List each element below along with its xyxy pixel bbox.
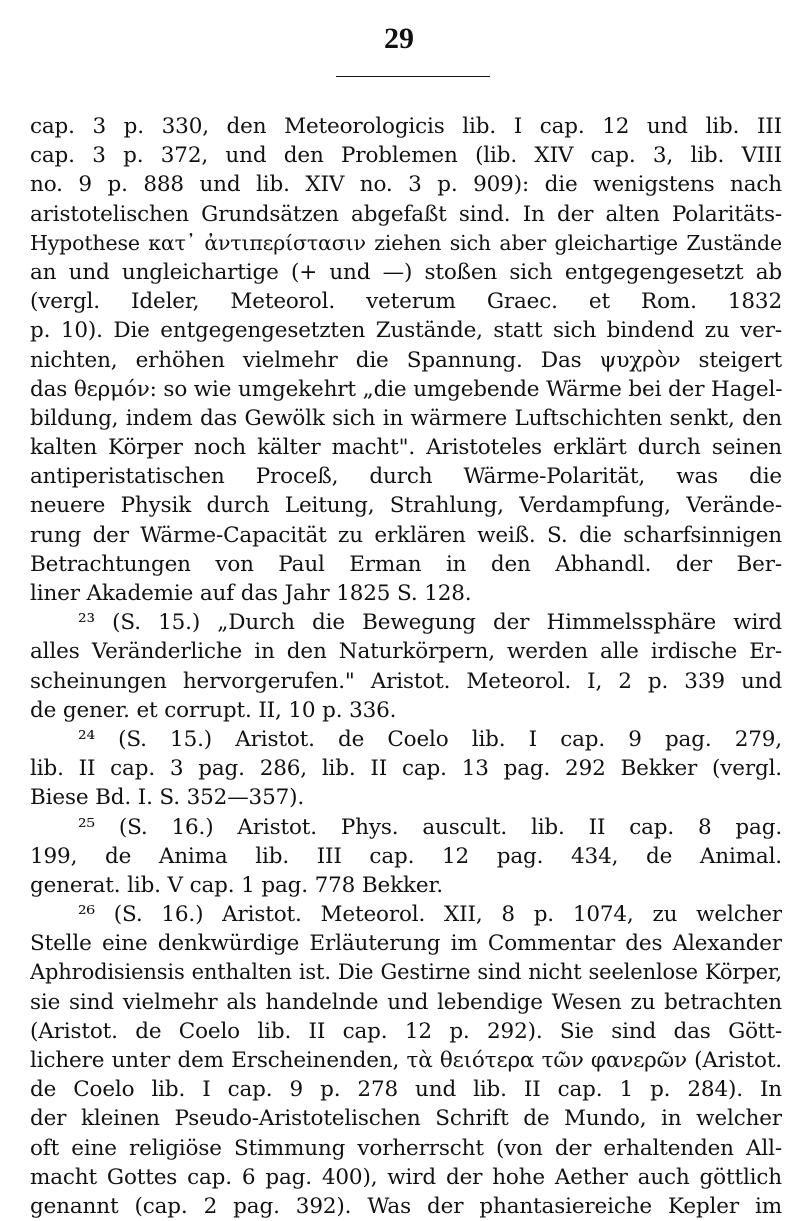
- text-line: cap. 3 p. 330, den Meteorologicis lib. I cap. 12 und lib. III: [30, 114, 782, 139]
- text-line: ²⁴ (S. 15.) Aristot. de Coelo lib. I cap. 9 pag. 279,: [78, 726, 782, 752]
- text-line: sie sind vielmehr als handelnde und lebendige Wesen zu betrachten: [30, 989, 782, 1015]
- text-line: Betrachtungen von Paul Erman in den Abhandl. der Ber-: [30, 551, 782, 577]
- text-line: aristotelischen Grundsätzen abgefaßt sind. In der alten Polaritäts-: [30, 201, 782, 227]
- page-number: 29: [384, 22, 414, 55]
- text-line: alles Veränderliche in den Naturkörpern, werden alle irdische Er-: [30, 639, 782, 665]
- text-line: Biese Bd. I. S. 352—357).: [30, 785, 305, 811]
- text-line: de gener. et corrupt. II, 10 p. 336.: [30, 697, 397, 723]
- text-line: das θερμόν: so wie umgekehrt „die umgebende Wärme bei der Hagel-: [30, 376, 782, 402]
- text-line: cap. 3 p. 372, und den Problemen (lib. XIV cap. 3, lib. VIII: [30, 143, 782, 169]
- text-line: kalten Körper noch kälter macht". Aristoteles erklärt durch seinen: [30, 435, 782, 461]
- text-line: antiperistatischen Proceß, durch Wärme-Polarität, was die: [30, 464, 782, 490]
- text-line: genannt (cap. 2 pag. 392). Was der phantasiereiche Kepler im: [30, 1193, 782, 1219]
- text-line: p. 10). Die entgegengesetzten Zustände, statt sich bindend zu ver-: [30, 318, 782, 344]
- text-line: Aphrodisiensis enthalten ist. Die Gestirne sind nicht seelenlose Körper,: [30, 960, 782, 985]
- text-line: no. 9 p. 888 und lib. XIV no. 3 p. 909): die wenigstens nach: [30, 172, 782, 198]
- body-text: [30, 112, 782, 1221]
- text-line: der kleinen Pseudo-Aristotelischen Schrift de Mundo, in welcher: [30, 1106, 782, 1132]
- text-line: bildung, indem das Gewölk sich in wärmere Luftschichten senkt, den: [30, 405, 782, 431]
- text-line: rung der Wärme-Capacität zu erklären weiß. S. die scharfsinnigen: [30, 522, 782, 548]
- text-line: nichten, erhöhen vielmehr die Spannung. Das ψυχρὸν steigert: [30, 347, 782, 373]
- text-line: 199, de Anima lib. III cap. 12 pag. 434, de Animal.: [30, 843, 782, 869]
- text-line: ²³ (S. 15.) „Durch die Bewegung der Himmelssphäre wird: [78, 610, 782, 636]
- text-line: oft eine religiöse Stimmung vorherrscht (von der erhaltenden All-: [30, 1135, 782, 1161]
- text-line: Hypothese κατ᾽ ἀντιπερίστασιν ziehen sich aber gleichartige Zustände: [30, 230, 782, 255]
- text-line: liner Akademie auf das Jahr 1825 S. 128.: [30, 581, 472, 606]
- text-line: ²⁶ (S. 16.) Aristot. Meteorol. XII, 8 p. 1074, zu welcher: [78, 902, 782, 928]
- text-line: lichere unter dem Erscheinenden, τὰ θειότερα τῶν φανερῶν (Aristot.: [30, 1048, 782, 1073]
- text-line: macht Gottes cap. 6 pag. 400), wird der hohe Aether auch göttlich: [30, 1164, 782, 1190]
- text-line: de Coelo lib. I cap. 9 p. 278 und lib. II cap. 1 p. 284). In: [30, 1077, 782, 1103]
- text-line: generat. lib. V cap. 1 pag. 778 Bekker.: [30, 872, 443, 898]
- text-line: scheinungen hervorgerufen." Aristot. Meteorol. I, 2 p. 339 und: [30, 668, 782, 694]
- text-line: (vergl. Ideler, Meteorol. veterum Graec. et Rom. 1832: [30, 289, 782, 315]
- text-line: an und ungleichartige (+ und —) stoßen sich entgegengesetzt ab: [30, 259, 782, 285]
- text-line: Stelle eine denkwürdige Erläuterung im Commentar des Alexander: [30, 931, 782, 957]
- text-line: ²⁵ (S. 16.) Aristot. Phys. auscult. lib. II cap. 8 pag.: [78, 814, 782, 840]
- text-line: neuere Physik durch Leitung, Strahlung, Verdampfung, Verände-: [30, 493, 782, 519]
- text-line: (Aristot. de Coelo lib. II cap. 12 p. 292). Sie sind das Gött-: [30, 1018, 782, 1044]
- header-rule: [336, 76, 490, 77]
- text-line: lib. II cap. 3 pag. 286, lib. II cap. 13 pag. 292 Bekker (vergl.: [30, 756, 782, 782]
